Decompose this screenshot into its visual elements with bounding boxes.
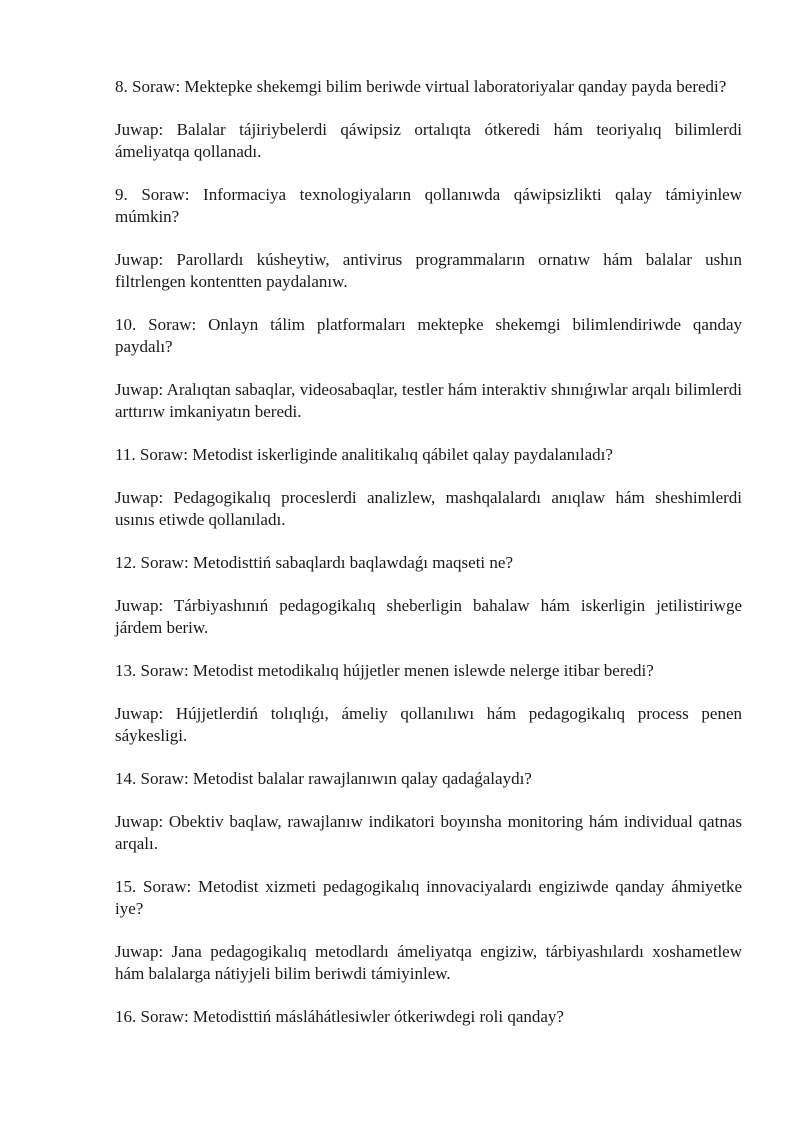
answer-12: Juwap: Tárbiyashınıń pedagogikalıq sheberligin bahalaw hám iskerligin jetilistiriwge járdem beriw. [115, 596, 742, 637]
document-page [115, 76, 742, 1049]
question-10: 10. Soraw: Onlayn tálim platformaları mektepke shekemgi bilimlendiriwde qanday paydalı? [115, 315, 742, 356]
question-11: 11. Soraw: Metodist iskerliginde analitikalıq qábilet qalay paydalanıladı? [115, 445, 613, 464]
question-14: 14. Soraw: Metodist balalar rawajlanıwın qalay qadaǵalaydı? [115, 769, 532, 788]
answer-9: Juwap: Parollardı kúsheytiw, antivirus programmaların ornatıw hám balalar ushın filtrlengen kontentten paydalanıw. [115, 250, 742, 291]
answer-11: Juwap: Pedagogikalıq proceslerdi analizlew, mashqalalardı anıqlaw hám sheshimlerdi usınıs etiwde qollanıladı. [115, 488, 742, 529]
answer-8: Juwap: Balalar tájiriybelerdi qáwipsiz ortalıqta ótkeredi hám teoriyalıq bilimlerdi ámeliyatqa qollanadı. [115, 120, 742, 161]
answer-15: Juwap: Jana pedagogikalıq metodlardı ámeliyatqa engiziw, tárbiyashılardı xoshametlew hám balalarga nátiyjeli bilim beriwdi támiyinlew. [115, 942, 742, 983]
answer-13: Juwap: Hújjetlerdiń tolıqlıǵı, ámeliy qollanılıwı hám pedagogikalıq process penen sáykesligi. [115, 704, 742, 745]
question-12: 12. Soraw: Metodisttiń sabaqlardı baqlawdaǵı maqseti ne? [115, 553, 513, 572]
question-8: 8. Soraw: Mektepke shekemgi bilim beriwde virtual laboratoriyalar qanday payda beredi? [115, 77, 727, 96]
question-15: 15. Soraw: Metodist xizmeti pedagogikalıq innovaciyalardı engiziwde qanday áhmiyetke iye? [115, 877, 742, 918]
answer-10: Juwap: Aralıqtan sabaqlar, videosabaqlar, testler hám interaktiv shınıǵıwlar arqalı bilimlerdi arttırıw imkaniyatın beredi. [115, 380, 742, 421]
question-9: 9. Soraw: Informaciya texnologiyaların qollanıwda qáwipsizlikti qalay támiyinlew múmkin? [115, 185, 742, 226]
question-13: 13. Soraw: Metodist metodikalıq hújjetler menen islewde nelerge itibar beredi? [115, 661, 654, 680]
answer-14: Juwap: Obektiv baqlaw, rawajlanıw indikatori boyınsha monitoring hám individual qatnas arqalı. [115, 812, 742, 853]
question-16: 16. Soraw: Metodisttiń másláhátlesiwler ótkeriwdegi roli qanday? [115, 1007, 564, 1026]
